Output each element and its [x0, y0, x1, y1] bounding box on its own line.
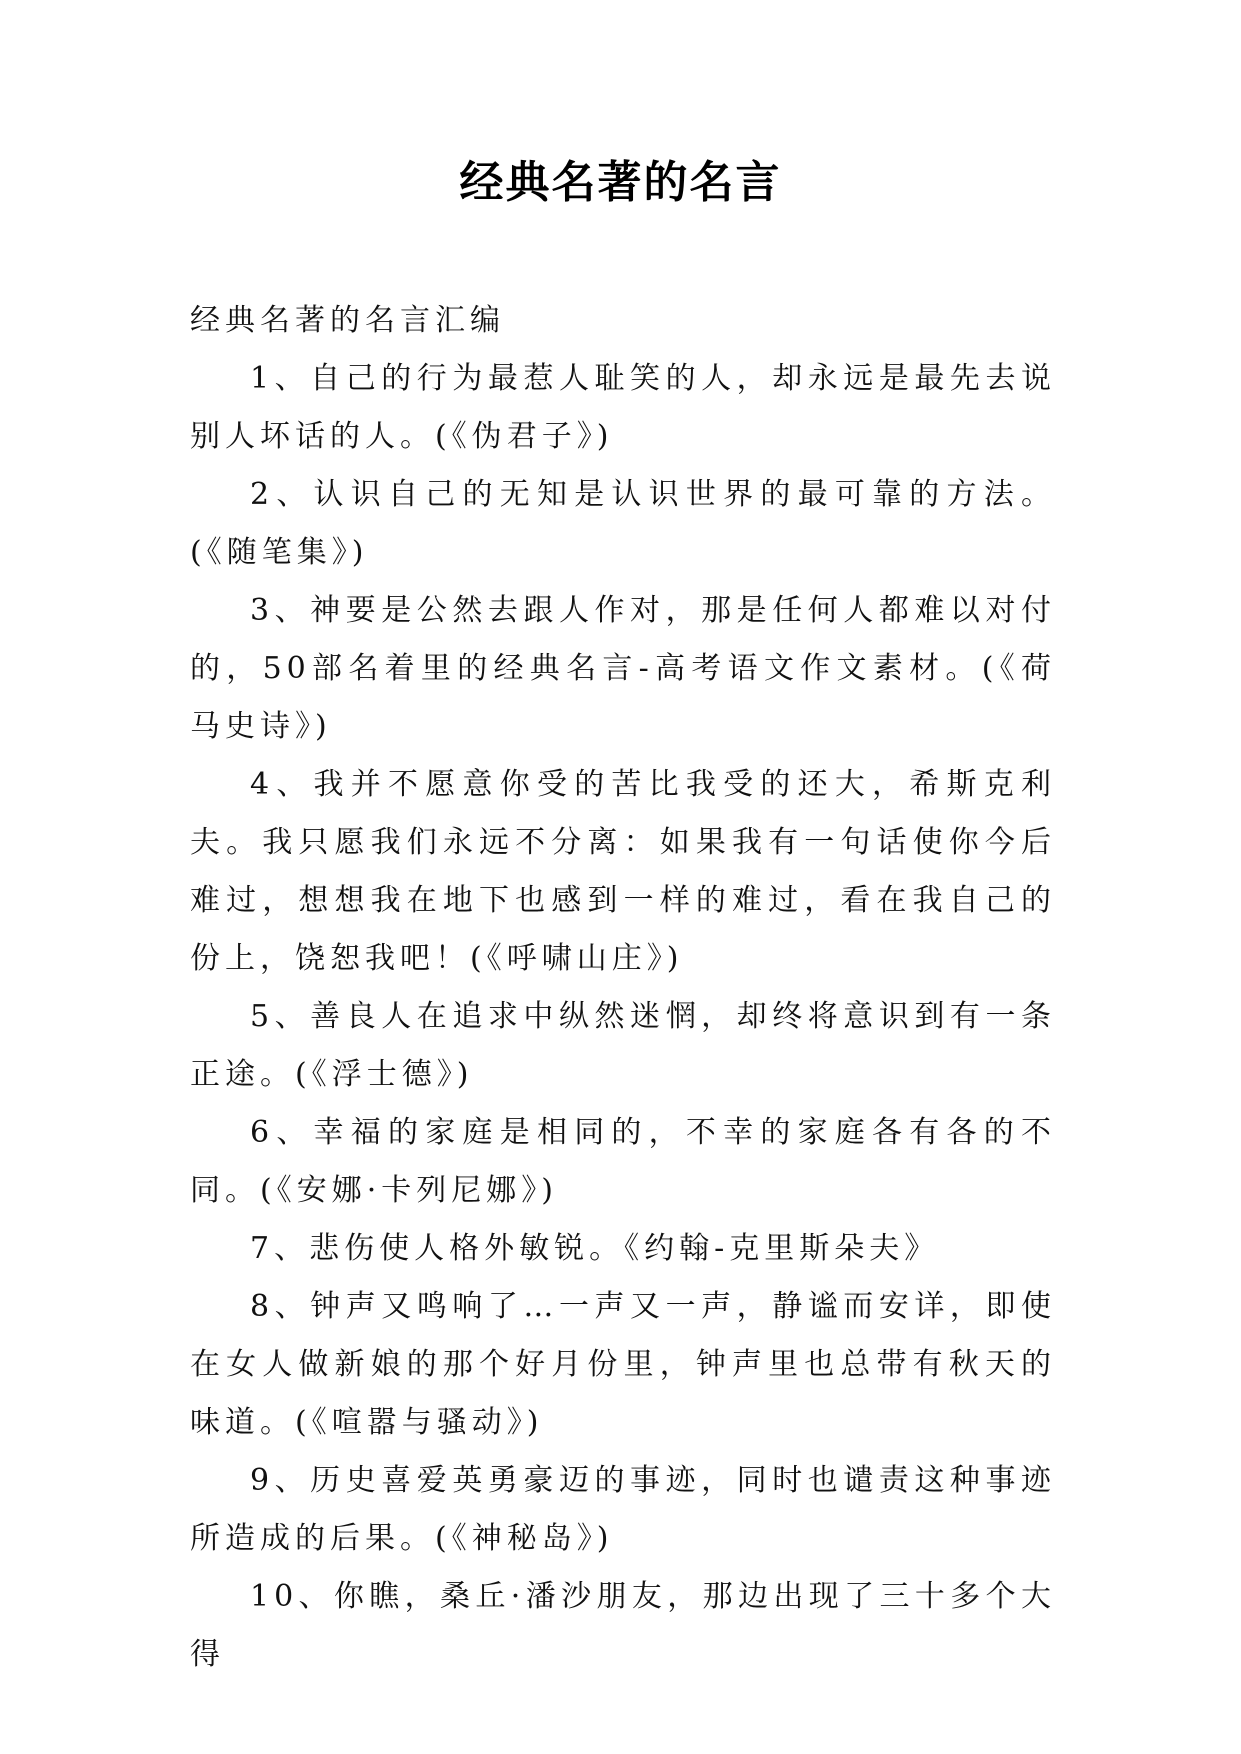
document-title: 经典名著的名言 — [459, 157, 782, 208]
quote-paragraph: 5、善良人在追求中纵然迷惘，却终将意识到有一条正途。(《浮士德》) — [190, 999, 1056, 1092]
quote-paragraph: 1、自己的行为最惹人耻笑的人，却永远是最先去说别人坏话的人。(《伪君子》) — [190, 361, 1056, 454]
document-subtitle: 经典名著的名言汇编 — [190, 303, 505, 338]
document-body — [190, 292, 1056, 1684]
quote-paragraph: 7、悲伤使人格外敏锐。《约翰-克里斯朵夫》 — [250, 1231, 940, 1266]
quote-paragraph: 2、认识自己的无知是认识世界的最可靠的方法。(《随笔集》) — [190, 477, 1056, 570]
quote-paragraph: 10、你瞧，桑丘·潘沙朋友，那边出现了三十多个大得 — [190, 1579, 1056, 1672]
quote-paragraph: 4、我并不愿意你受的苦比我受的还大，希斯克利夫。我只愿我们永远不分离：如果我有一句话使你今后难过，想想我在地下也感到一样的难过，看在我自己的份上，饶恕我吧！(《呼啸山庄》) — [190, 767, 1056, 976]
quote-paragraph: 6、幸福的家庭是相同的，不幸的家庭各有各的不同。(《安娜·卡列尼娜》) — [190, 1115, 1056, 1208]
quote-paragraph: 9、历史喜爱英勇豪迈的事迹，同时也谴责这种事迹所造成的后果。(《神秘岛》) — [190, 1463, 1056, 1556]
quote-paragraph: 3、神要是公然去跟人作对，那是任何人都难以对付的，50部名着里的经典名言-高考语文作文素材。(《荷马史诗》) — [190, 593, 1056, 744]
quote-paragraph: 8、钟声又鸣响了…一声又一声，静谧而安详，即使在女人做新娘的那个好月份里，钟声里也总带有秋天的味道。(《喧嚣与骚动》) — [190, 1289, 1056, 1440]
